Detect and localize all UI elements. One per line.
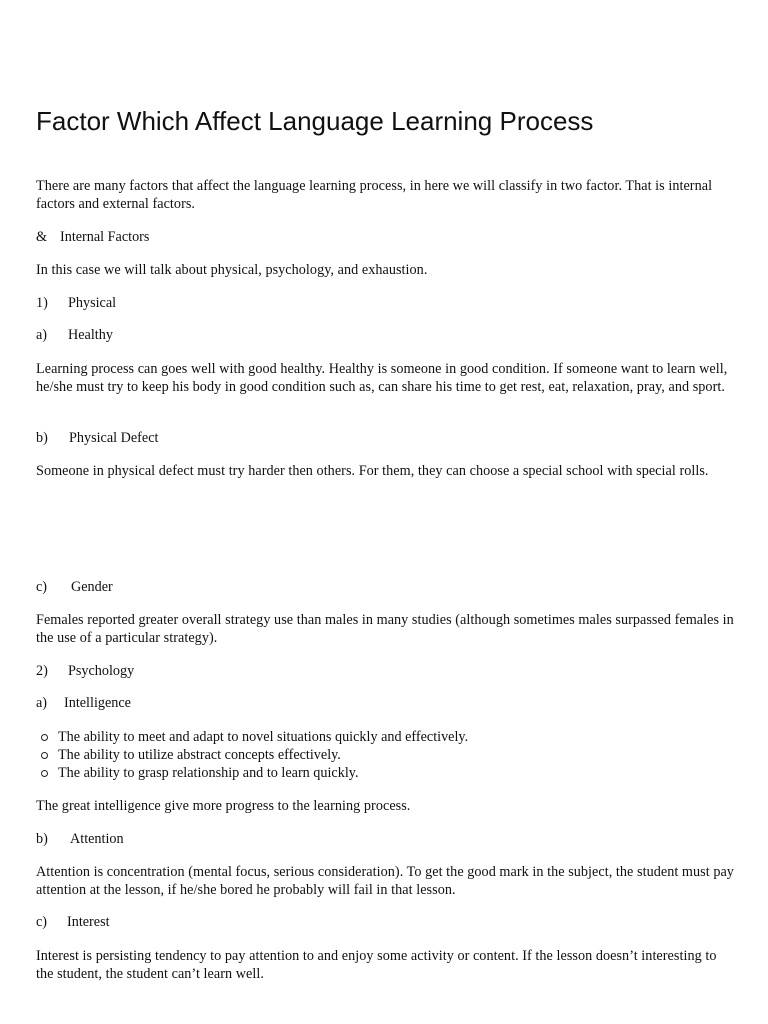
list-item-text: The ability to utilize abstract concepts effectively. xyxy=(58,747,341,763)
heading-marker: & xyxy=(36,229,48,245)
internal-factors-paragraph: In this case we will talk about physical, psychology, and exhaustion. xyxy=(36,262,428,278)
heading-physical xyxy=(36,294,116,312)
heading-marker: b) xyxy=(36,831,48,847)
heading-label: Internal Factors xyxy=(60,229,150,245)
physical-defect-paragraph: Someone in physical defect must try harder then others. For them, they can choose a special school with special rolls. xyxy=(36,463,709,479)
heading-attention xyxy=(36,830,124,848)
list-item xyxy=(36,764,359,782)
heading-label: Interest xyxy=(67,914,110,930)
intelligence-paragraph: The great intelligence give more progress to the learning process. xyxy=(36,798,411,814)
heading-label: Psychology xyxy=(68,663,135,679)
healthy-paragraph: Learning process can goes well with good healthy. Healthy is someone in good condition. If someone want to learn well, he/she must try to keep his body in good condition such as, can share his time to get rest, eat, relaxation, pray, and sport. xyxy=(36,361,728,395)
interest-paragraph: Interest is persisting tendency to pay attention to and enjoy some activity or content. If the lesson doesn’t interesting to the student, the student can’t learn well. xyxy=(36,948,717,982)
heading-label: Physical Defect xyxy=(69,430,159,446)
intro-paragraph: There are many factors that affect the language learning process, in here we will classify in two factor. That is internal factors and external factors. xyxy=(36,178,713,212)
heading-label: Healthy xyxy=(68,327,113,343)
heading-gender xyxy=(36,578,113,596)
heading-healthy xyxy=(36,326,113,344)
heading-physical-defect xyxy=(36,429,158,447)
heading-label: Gender xyxy=(71,579,113,595)
heading-psychology xyxy=(36,662,134,680)
bullet-circle-icon xyxy=(41,752,48,759)
heading-internal-factors xyxy=(36,228,149,246)
list-item xyxy=(36,746,341,764)
heading-marker: 2) xyxy=(36,663,48,679)
list-item-text: The ability to grasp relationship and to learn quickly. xyxy=(58,765,359,781)
heading-marker: c) xyxy=(36,914,48,930)
bullet-circle-icon xyxy=(41,770,48,777)
heading-label: Intelligence xyxy=(64,695,131,711)
heading-marker: a) xyxy=(36,695,48,711)
list-item xyxy=(36,728,468,746)
bullet-circle-icon xyxy=(41,734,48,741)
heading-label: Physical xyxy=(68,295,117,311)
heading-marker: a) xyxy=(36,327,48,343)
gender-paragraph: Females reported greater overall strategy use than males in many studies (although sometimes males surpassed females in the use of a particular strategy). xyxy=(36,612,734,646)
heading-interest xyxy=(36,913,110,931)
heading-label: Attention xyxy=(70,831,124,847)
page-title: Factor Which Affect Language Learning Process xyxy=(36,106,594,136)
attention-paragraph: Attention is concentration (mental focus, serious consideration). To get the good mark in the subject, the student must pay attention at the lesson, if he/she bored he probably will fail in that lesson. xyxy=(36,864,734,898)
heading-marker: 1) xyxy=(36,295,48,311)
heading-marker: c) xyxy=(36,579,48,595)
heading-intelligence xyxy=(36,694,131,712)
list-item-text: The ability to meet and adapt to novel situations quickly and effectively. xyxy=(58,729,469,745)
heading-marker: b) xyxy=(36,430,48,446)
